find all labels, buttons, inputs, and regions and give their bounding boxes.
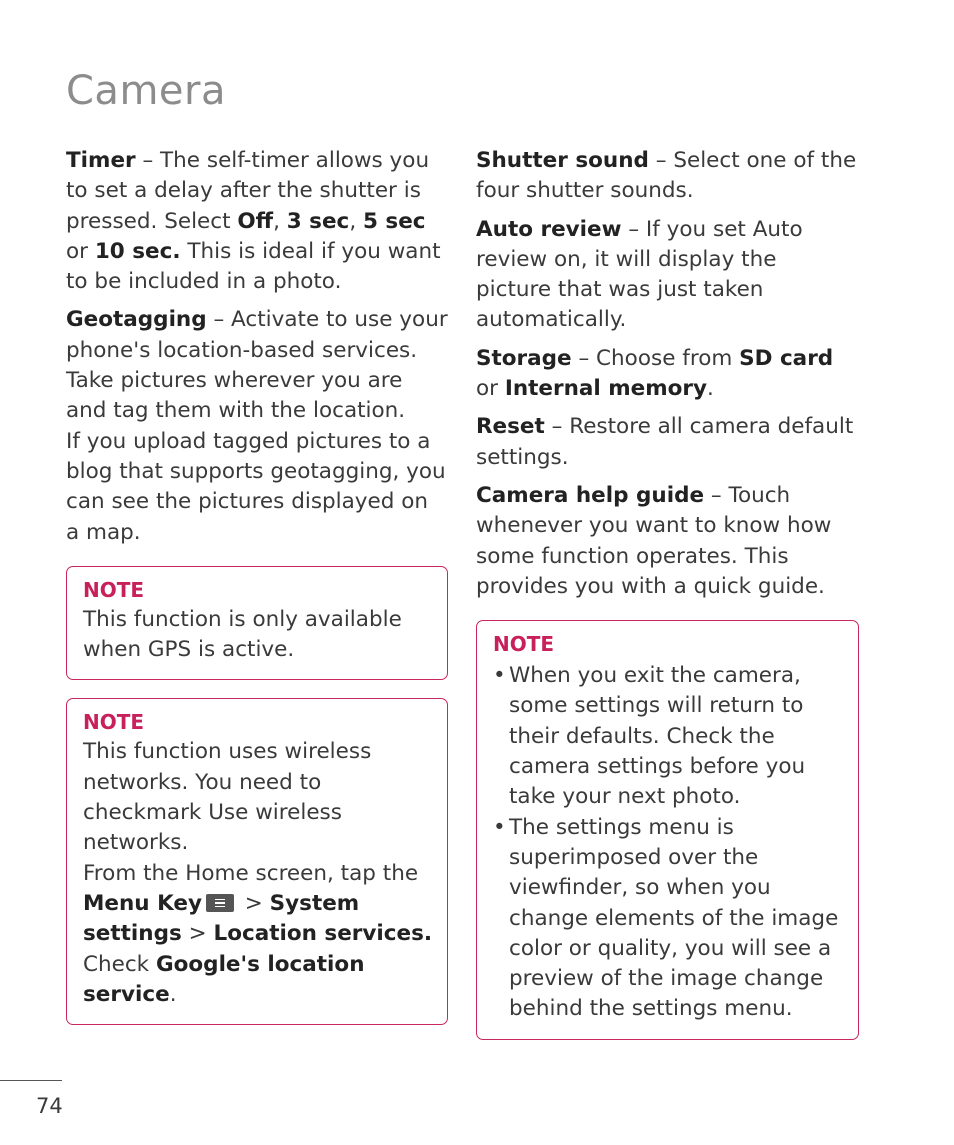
list-item: [493, 661, 844, 812]
geotagging-term: Geotagging: [66, 307, 207, 333]
note-label: NOTE: [493, 632, 555, 657]
shutter-paragraph: [476, 146, 858, 207]
auto-review-desc: – If you set Auto review on, it will display the picture that was just taken automatically.: [476, 216, 803, 333]
auto-review-paragraph: [476, 215, 858, 336]
or-text: or: [66, 238, 95, 264]
arrow-sep: >: [181, 921, 214, 947]
note-gps: [66, 566, 448, 681]
geotagging-paragraph: [66, 305, 448, 547]
geotagging-desc: – Activate to use your phone's location-based services. Take pictures wherever you are and tag them with the location.: [66, 307, 448, 424]
sep: ,: [273, 208, 287, 234]
timer-desc: – The self-timer allows you to set a delay after the shutter is pressed. Select: [66, 148, 430, 234]
auto-review-term: Auto review: [476, 216, 622, 242]
page-number: 74: [36, 1094, 63, 1118]
timer-10sec: 10 sec.: [94, 238, 181, 264]
help-guide-paragraph: [476, 481, 858, 602]
bullet: •: [493, 663, 506, 689]
menu-key-label: Menu Key: [83, 890, 202, 916]
note-wireless: [66, 698, 448, 1025]
list-item: [493, 813, 844, 1025]
or-text: or: [476, 376, 505, 402]
internal-memory-label: Internal memory: [504, 376, 708, 402]
footer-rule: [0, 1080, 62, 1081]
sep: ,: [349, 208, 363, 234]
note-wireless-instruction: From the Home screen, tap the: [83, 860, 419, 886]
menu-key-icon: [206, 894, 234, 912]
right-column: [476, 146, 858, 1058]
timer-term: Timer: [66, 148, 136, 173]
storage-term: Storage: [476, 345, 572, 371]
reset-term: Reset: [476, 414, 545, 440]
geotagging-desc-2: If you upload tagged pictures to a blog that supports geotagging, you can see the pictures displayed on a map.: [66, 428, 446, 545]
page-title: Camera: [66, 68, 226, 114]
note-bullet-list: [493, 661, 844, 1025]
help-guide-desc: – Touch whenever you want to know how some function operates. This provides you with a quick guide.: [476, 482, 832, 599]
sd-card-label: SD card: [739, 345, 834, 371]
timer-3sec: 3 sec: [286, 208, 350, 234]
location-services-label: Location services.: [213, 921, 433, 947]
help-guide-term: Camera help guide: [476, 482, 705, 508]
note-label: NOTE: [83, 577, 145, 602]
left-column: [66, 146, 448, 1043]
storage-desc: – Choose from: [571, 345, 740, 371]
note-text: [83, 737, 433, 1010]
shutter-desc: – Select one of the four shutter sounds.: [476, 148, 857, 204]
reset-paragraph: [476, 412, 858, 473]
shutter-term: Shutter sound: [476, 148, 649, 173]
period: .: [169, 981, 177, 1007]
note-settings: [476, 620, 859, 1040]
timer-off: Off: [237, 208, 274, 234]
period: .: [707, 376, 714, 402]
google-location-service-label: Google's location service: [83, 951, 365, 1007]
timer-desc-2: This is ideal if you want to be included in a photo.: [66, 238, 441, 295]
bullet-text: When you exit the camera, some settings will return to their defaults. Check the camera settings before you take your next photo.: [509, 663, 806, 810]
arrow-sep: >: [237, 890, 270, 916]
system-settings-label: System settings: [83, 890, 360, 947]
bullet: •: [493, 814, 506, 840]
reset-desc: – Restore all camera default settings.: [476, 414, 854, 470]
check-text: Check: [83, 951, 156, 977]
storage-paragraph: [476, 344, 858, 405]
bullet-text: The settings menu is superimposed over the viewfinder, so when you change elements of the image color or quality, you will see a preview of the image change behind the settings menu.: [509, 814, 839, 1022]
timer-paragraph: [66, 146, 448, 297]
timer-5sec: 5 sec: [362, 208, 426, 234]
note-label: NOTE: [83, 710, 145, 735]
note-wireless-text: This function uses wireless networks. You need to checkmark Use wireless networks.: [83, 739, 372, 856]
note-text: This function is only available when GPS is active.: [83, 606, 402, 663]
